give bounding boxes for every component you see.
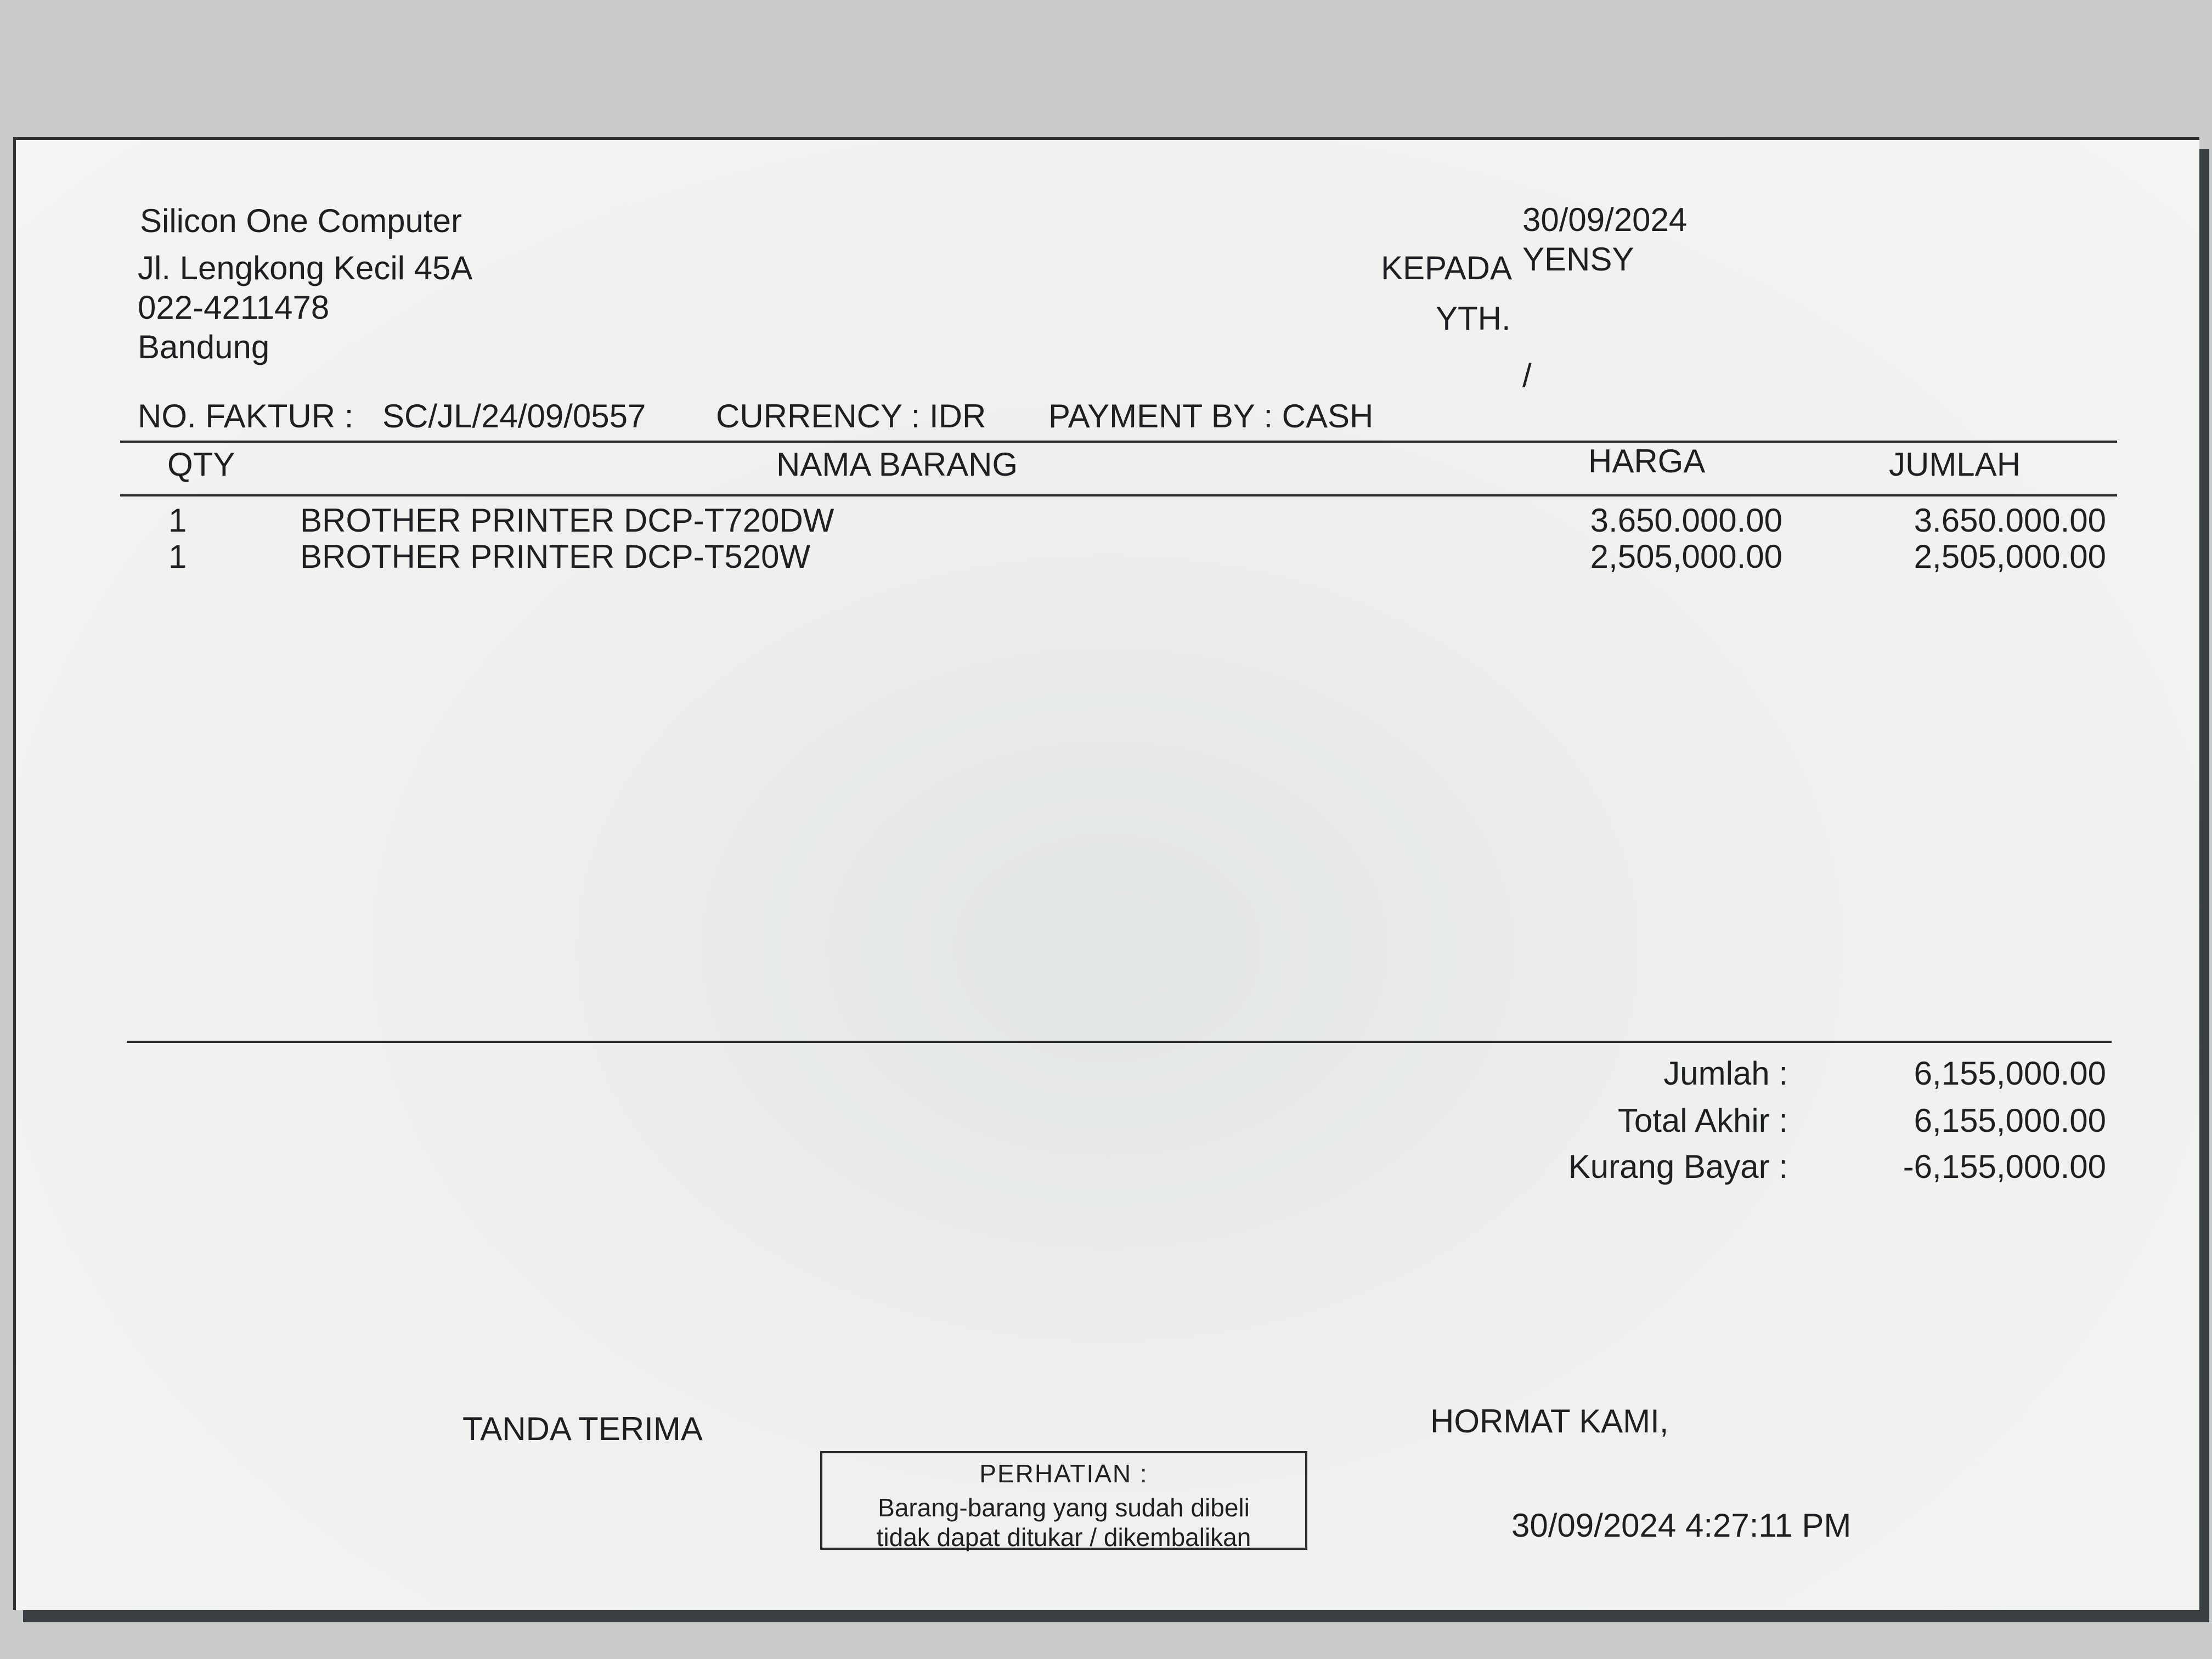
total-akhir-value: 6,155,000.00 (1914, 1102, 2106, 1139)
jumlah-value: 6,155,000.00 (1914, 1055, 2106, 1092)
row-item-name: BROTHER PRINTER DCP-T520W (300, 538, 811, 575)
recipient-name: YENSY (1522, 241, 1634, 278)
notice-box (820, 1451, 1307, 1550)
invoice-page (13, 137, 2199, 1610)
column-header-name: NAMA BARANG (776, 446, 1018, 483)
row-price: 2,505,000.00 (1590, 538, 1782, 575)
column-header-total: JUMLAH (1889, 446, 2021, 483)
currency-info: CURRENCY : IDR (716, 398, 986, 435)
row-qty: 1 (168, 538, 187, 575)
kurang-bayar-value: -6,155,000.00 (1903, 1148, 2106, 1185)
notice-title: PERHATIAN : (979, 1459, 1148, 1488)
row-price: 3.650.000.00 (1590, 502, 1782, 539)
invoice-date: 30/09/2024 (1522, 201, 1688, 238)
recipient-slash: / (1522, 357, 1532, 394)
payment-info: PAYMENT BY : CASH (1048, 398, 1374, 435)
company-phone: 022-4211478 (138, 289, 330, 326)
company-address: Jl. Lengkong Kecil 45A (138, 250, 473, 286)
table-header-rule (120, 494, 2117, 496)
company-city: Bandung (138, 329, 270, 365)
column-header-qty: QTY (167, 446, 235, 483)
row-item-name: BROTHER PRINTER DCP-T720DW (300, 502, 834, 539)
faktur-label: NO. FAKTUR : (138, 398, 354, 435)
print-timestamp: 30/09/2024 4:27:11 PM (1511, 1507, 1852, 1544)
total-akhir-label: Total Akhir : (1617, 1102, 1788, 1139)
kurang-bayar-label: Kurang Bayar : (1568, 1148, 1788, 1185)
row-qty: 1 (168, 502, 187, 539)
column-header-price: HARGA (1588, 443, 1706, 479)
jumlah-label: Jumlah : (1663, 1055, 1788, 1092)
table-bottom-rule (127, 1041, 2112, 1043)
table-top-rule (120, 441, 2117, 443)
hormat-kami-label: HORMAT KAMI, (1430, 1403, 1669, 1440)
row-total: 2,505,000.00 (1914, 538, 2106, 575)
row-total: 3.650.000.00 (1914, 502, 2106, 539)
company-name: Silicon One Computer (140, 202, 462, 239)
notice-line-2: tidak dapat ditukar / dikembalikan (876, 1523, 1251, 1551)
notice-line-1: Barang-barang yang sudah dibeli (878, 1493, 1250, 1522)
tanda-terima-label: TANDA TERIMA (462, 1410, 703, 1447)
yth-label: YTH. (1436, 300, 1511, 337)
recipient-label: KEPADA (1381, 250, 1512, 286)
faktur-number: SC/JL/24/09/0557 (382, 398, 646, 435)
